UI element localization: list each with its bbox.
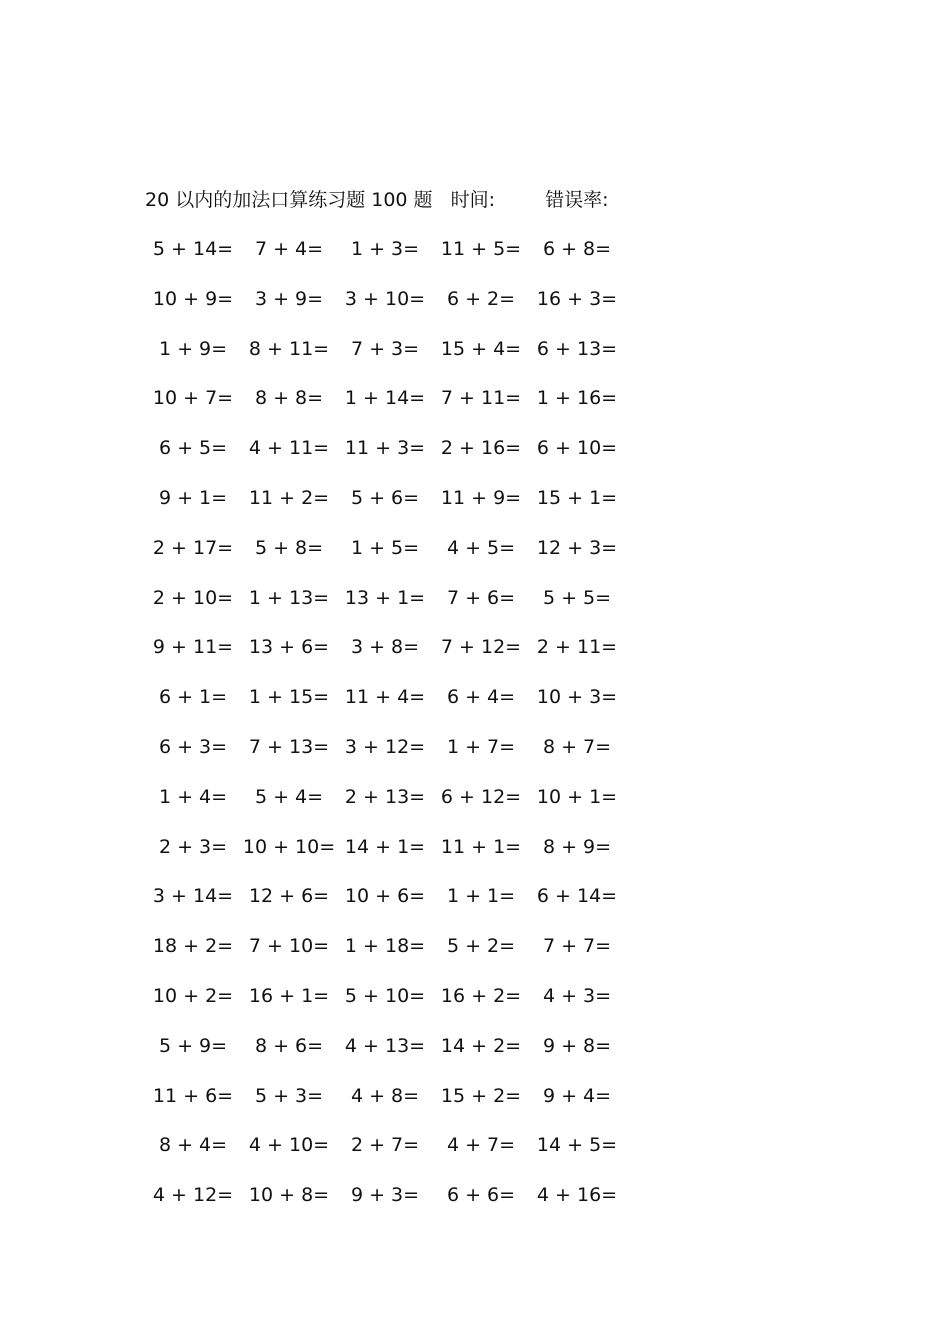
problem-item: 7 + 7= <box>542 935 612 958</box>
problem-item: 10 + 9= <box>152 287 234 310</box>
problem-row <box>145 932 625 982</box>
problem-row <box>145 982 625 1032</box>
problem-item: 6 + 4= <box>446 686 516 709</box>
problem-item: 4 + 5= <box>446 536 516 559</box>
problem-row <box>145 1032 625 1082</box>
problem-item: 6 + 12= <box>440 785 522 808</box>
problem-item: 4 + 7= <box>446 1134 516 1157</box>
problem-item: 10 + 3= <box>536 686 618 709</box>
problem-item: 9 + 8= <box>542 1034 612 1057</box>
problem-row <box>145 384 625 434</box>
problem-item: 4 + 10= <box>248 1134 330 1157</box>
problem-item: 16 + 1= <box>248 984 330 1007</box>
problem-item: 10 + 6= <box>344 885 426 908</box>
problem-row <box>145 1131 625 1181</box>
problem-item: 7 + 4= <box>254 238 324 260</box>
problem-item: 14 + 1= <box>344 835 426 858</box>
problem-item: 11 + 5= <box>440 238 522 260</box>
problem-item: 11 + 3= <box>344 437 426 460</box>
problem-row <box>145 335 625 385</box>
problem-item: 4 + 8= <box>350 1084 420 1107</box>
problem-item: 6 + 6= <box>446 1184 516 1207</box>
problem-row <box>145 683 625 733</box>
problem-item: 7 + 3= <box>350 337 420 360</box>
problem-row <box>145 833 625 883</box>
problem-item: 5 + 5= <box>542 586 612 609</box>
problem-item: 5 + 8= <box>254 536 324 559</box>
problem-item: 11 + 9= <box>440 486 522 509</box>
problem-row <box>145 633 625 683</box>
problem-item: 16 + 3= <box>536 287 618 310</box>
problem-item: 11 + 6= <box>152 1084 234 1107</box>
problem-item: 8 + 11= <box>248 337 330 360</box>
problem-row <box>145 783 625 833</box>
worksheet-title: 20 以内的加法口算练习题 100 题 <box>145 189 433 211</box>
problem-item: 8 + 4= <box>158 1134 228 1157</box>
problem-item: 3 + 8= <box>350 636 420 659</box>
problem-item: 10 + 1= <box>536 785 618 808</box>
problem-item: 6 + 1= <box>158 686 228 709</box>
problem-item: 8 + 8= <box>254 387 324 410</box>
problem-row <box>145 584 625 634</box>
problem-item: 12 + 3= <box>536 536 618 559</box>
problem-item: 8 + 7= <box>542 735 612 758</box>
problem-item: 7 + 12= <box>440 636 522 659</box>
problem-grid <box>145 235 625 1231</box>
problem-row <box>145 733 625 783</box>
problem-item: 7 + 11= <box>440 387 522 410</box>
problem-row <box>145 484 625 534</box>
problem-item: 5 + 9= <box>158 1034 228 1057</box>
problem-item: 16 + 2= <box>440 984 522 1007</box>
problem-item: 15 + 1= <box>536 486 618 509</box>
problem-item: 8 + 9= <box>542 835 612 858</box>
problem-item: 5 + 10= <box>344 984 426 1007</box>
problem-item: 13 + 1= <box>344 586 426 609</box>
problem-item: 7 + 6= <box>446 586 516 609</box>
time-label: 时间: <box>450 189 496 211</box>
problem-item: 1 + 15= <box>248 686 330 709</box>
problem-item: 10 + 10= <box>242 835 336 858</box>
problem-item: 6 + 8= <box>542 238 612 260</box>
problem-item: 1 + 9= <box>158 337 228 360</box>
problem-item: 4 + 13= <box>344 1034 426 1057</box>
problem-item: 5 + 2= <box>446 935 516 958</box>
problem-item: 3 + 10= <box>344 287 426 310</box>
problem-item: 7 + 13= <box>248 735 330 758</box>
problem-item: 2 + 3= <box>158 835 228 858</box>
problem-item: 7 + 10= <box>248 935 330 958</box>
problem-item: 4 + 16= <box>536 1184 618 1207</box>
problem-item: 10 + 8= <box>248 1184 330 1207</box>
problem-item: 9 + 3= <box>350 1184 420 1207</box>
worksheet-header <box>145 186 608 214</box>
problem-item: 5 + 14= <box>152 238 234 260</box>
problem-item: 15 + 4= <box>440 337 522 360</box>
problem-item: 3 + 9= <box>254 287 324 310</box>
problem-item: 1 + 16= <box>536 387 618 410</box>
problem-item: 1 + 4= <box>158 785 228 808</box>
problem-item: 1 + 18= <box>344 935 426 958</box>
problem-item: 5 + 4= <box>254 785 324 808</box>
problem-item: 2 + 13= <box>344 785 426 808</box>
problem-item: 6 + 3= <box>158 735 228 758</box>
problem-row <box>145 882 625 932</box>
problem-item: 10 + 7= <box>152 387 234 410</box>
problem-item: 14 + 5= <box>536 1134 618 1157</box>
problem-item: 12 + 6= <box>248 885 330 908</box>
problem-item: 8 + 6= <box>254 1034 324 1057</box>
problem-item: 6 + 14= <box>536 885 618 908</box>
problem-item: 11 + 4= <box>344 686 426 709</box>
problem-item: 18 + 2= <box>152 935 234 958</box>
problem-item: 1 + 3= <box>350 238 420 260</box>
problem-item: 2 + 7= <box>350 1134 420 1157</box>
problem-item: 3 + 12= <box>344 735 426 758</box>
problem-item: 2 + 10= <box>152 586 234 609</box>
problem-item: 6 + 2= <box>446 287 516 310</box>
problem-item: 1 + 7= <box>446 735 516 758</box>
problem-item: 1 + 14= <box>344 387 426 410</box>
problem-row <box>145 434 625 484</box>
problem-item: 6 + 5= <box>158 437 228 460</box>
problem-item: 1 + 13= <box>248 586 330 609</box>
problem-row <box>145 235 625 285</box>
problem-item: 2 + 11= <box>536 636 618 659</box>
problem-item: 14 + 2= <box>440 1034 522 1057</box>
problem-row <box>145 1082 625 1132</box>
problem-item: 10 + 2= <box>152 984 234 1007</box>
problem-row <box>145 534 625 584</box>
problem-item: 1 + 5= <box>350 536 420 559</box>
problem-item: 11 + 2= <box>248 486 330 509</box>
problem-item: 9 + 1= <box>158 486 228 509</box>
problem-item: 5 + 6= <box>350 486 420 509</box>
problem-item: 11 + 1= <box>440 835 522 858</box>
problem-item: 6 + 10= <box>536 437 618 460</box>
problem-item: 6 + 13= <box>536 337 618 360</box>
error-rate-label: 错误率: <box>545 189 609 211</box>
problem-row <box>145 285 625 335</box>
problem-item: 1 + 1= <box>446 885 516 908</box>
problem-item: 3 + 14= <box>152 885 234 908</box>
problem-item: 5 + 3= <box>254 1084 324 1107</box>
problem-item: 4 + 12= <box>152 1184 234 1207</box>
problem-item: 9 + 11= <box>152 636 234 659</box>
problem-row <box>145 1181 625 1231</box>
problem-item: 15 + 2= <box>440 1084 522 1107</box>
problem-item: 13 + 6= <box>248 636 330 659</box>
problem-item: 2 + 17= <box>152 536 234 559</box>
problem-item: 9 + 4= <box>542 1084 612 1107</box>
problem-item: 4 + 3= <box>542 984 612 1007</box>
problem-item: 2 + 16= <box>440 437 522 460</box>
problem-item: 4 + 11= <box>248 437 330 460</box>
